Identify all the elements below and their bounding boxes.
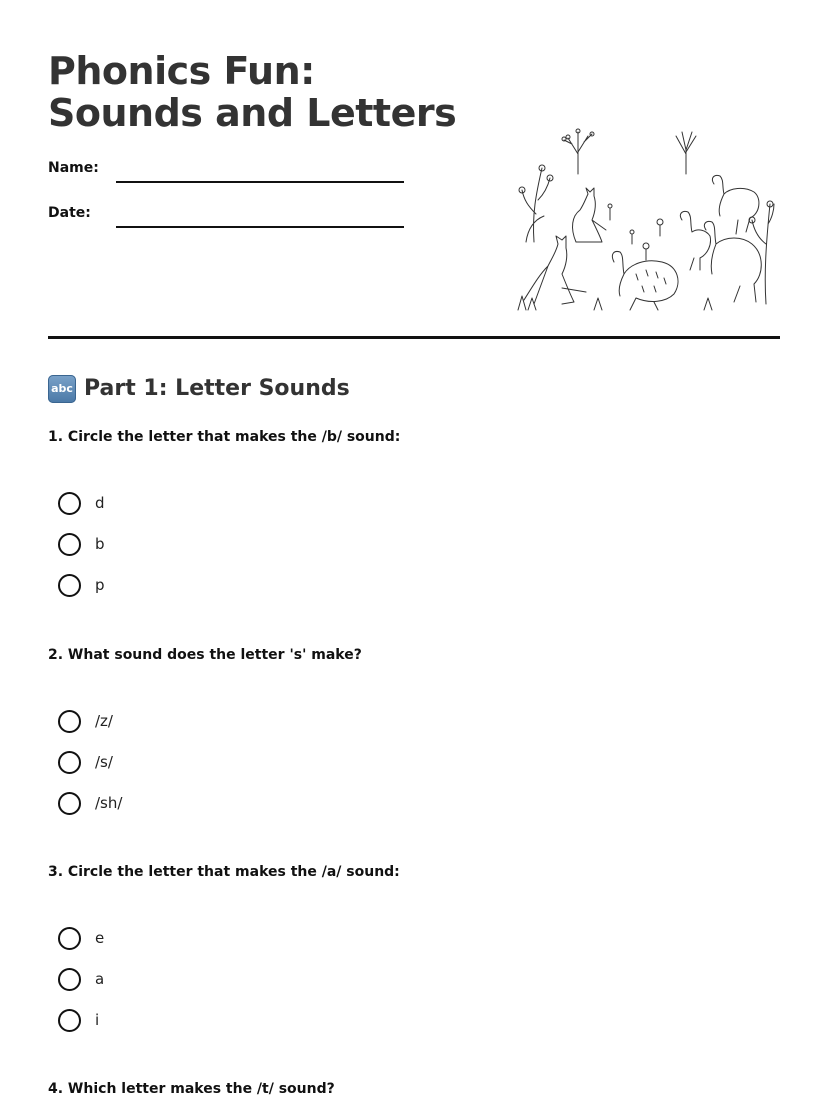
option-label: b	[95, 535, 105, 553]
tree-right	[676, 132, 696, 174]
answer-option[interactable]	[58, 792, 358, 818]
kangaroo-large	[524, 236, 586, 304]
emu-right-large	[704, 221, 761, 302]
kangaroo-small	[573, 188, 606, 242]
answer-option[interactable]	[58, 1009, 358, 1035]
option-label: /z/	[95, 712, 113, 730]
plant-left	[522, 168, 550, 242]
answer-option[interactable]	[58, 574, 358, 600]
radio-button[interactable]	[58, 927, 81, 950]
radio-button[interactable]	[58, 574, 81, 597]
radio-button[interactable]	[58, 751, 81, 774]
option-label: a	[95, 970, 105, 988]
name-field[interactable]	[48, 160, 408, 190]
answer-option[interactable]	[58, 533, 358, 559]
emu-center	[612, 251, 678, 310]
header-divider	[48, 336, 780, 339]
tree-left	[564, 132, 592, 174]
answer-option[interactable]	[58, 751, 358, 777]
option-label: /s/	[95, 753, 113, 771]
name-line[interactable]	[116, 181, 404, 183]
emu-feathers	[636, 270, 666, 292]
radio-button[interactable]	[58, 492, 81, 515]
radio-button[interactable]	[58, 710, 81, 733]
date-label: Date:	[48, 205, 91, 221]
abc-icon: abc	[48, 375, 76, 403]
question-text: 1. Circle the letter that makes the /b/ sound:	[48, 429, 401, 445]
date-line[interactable]	[116, 226, 404, 228]
option-label: e	[95, 929, 105, 947]
flower-stems	[610, 208, 660, 260]
radio-button[interactable]	[58, 533, 81, 556]
australian-animals-illustration	[514, 124, 776, 314]
option-label: i	[95, 1011, 100, 1029]
emu-right-small	[680, 211, 710, 270]
answer-option[interactable]	[58, 927, 358, 953]
radio-button[interactable]	[58, 1009, 81, 1032]
date-field[interactable]	[48, 205, 408, 235]
question-text: 3. Circle the letter that makes the /a/ sound:	[48, 864, 400, 880]
question-text: 4. Which letter makes the /t/ sound?	[48, 1081, 335, 1097]
option-label: p	[95, 576, 105, 594]
name-label: Name:	[48, 160, 99, 176]
answer-option[interactable]	[58, 968, 358, 994]
radio-button[interactable]	[58, 792, 81, 815]
grass-tufts	[518, 296, 712, 310]
question-text: 2. What sound does the letter 's' make?	[48, 647, 362, 663]
emu-right-top	[712, 175, 759, 234]
option-label: /sh/	[95, 794, 123, 812]
answer-option[interactable]	[58, 710, 358, 736]
page-title: Phonics Fun: Sounds and Letters	[48, 49, 457, 135]
answer-option[interactable]	[58, 492, 358, 518]
section-title: Part 1: Letter Sounds	[84, 376, 350, 401]
radio-button[interactable]	[58, 968, 81, 991]
option-label: d	[95, 494, 105, 512]
